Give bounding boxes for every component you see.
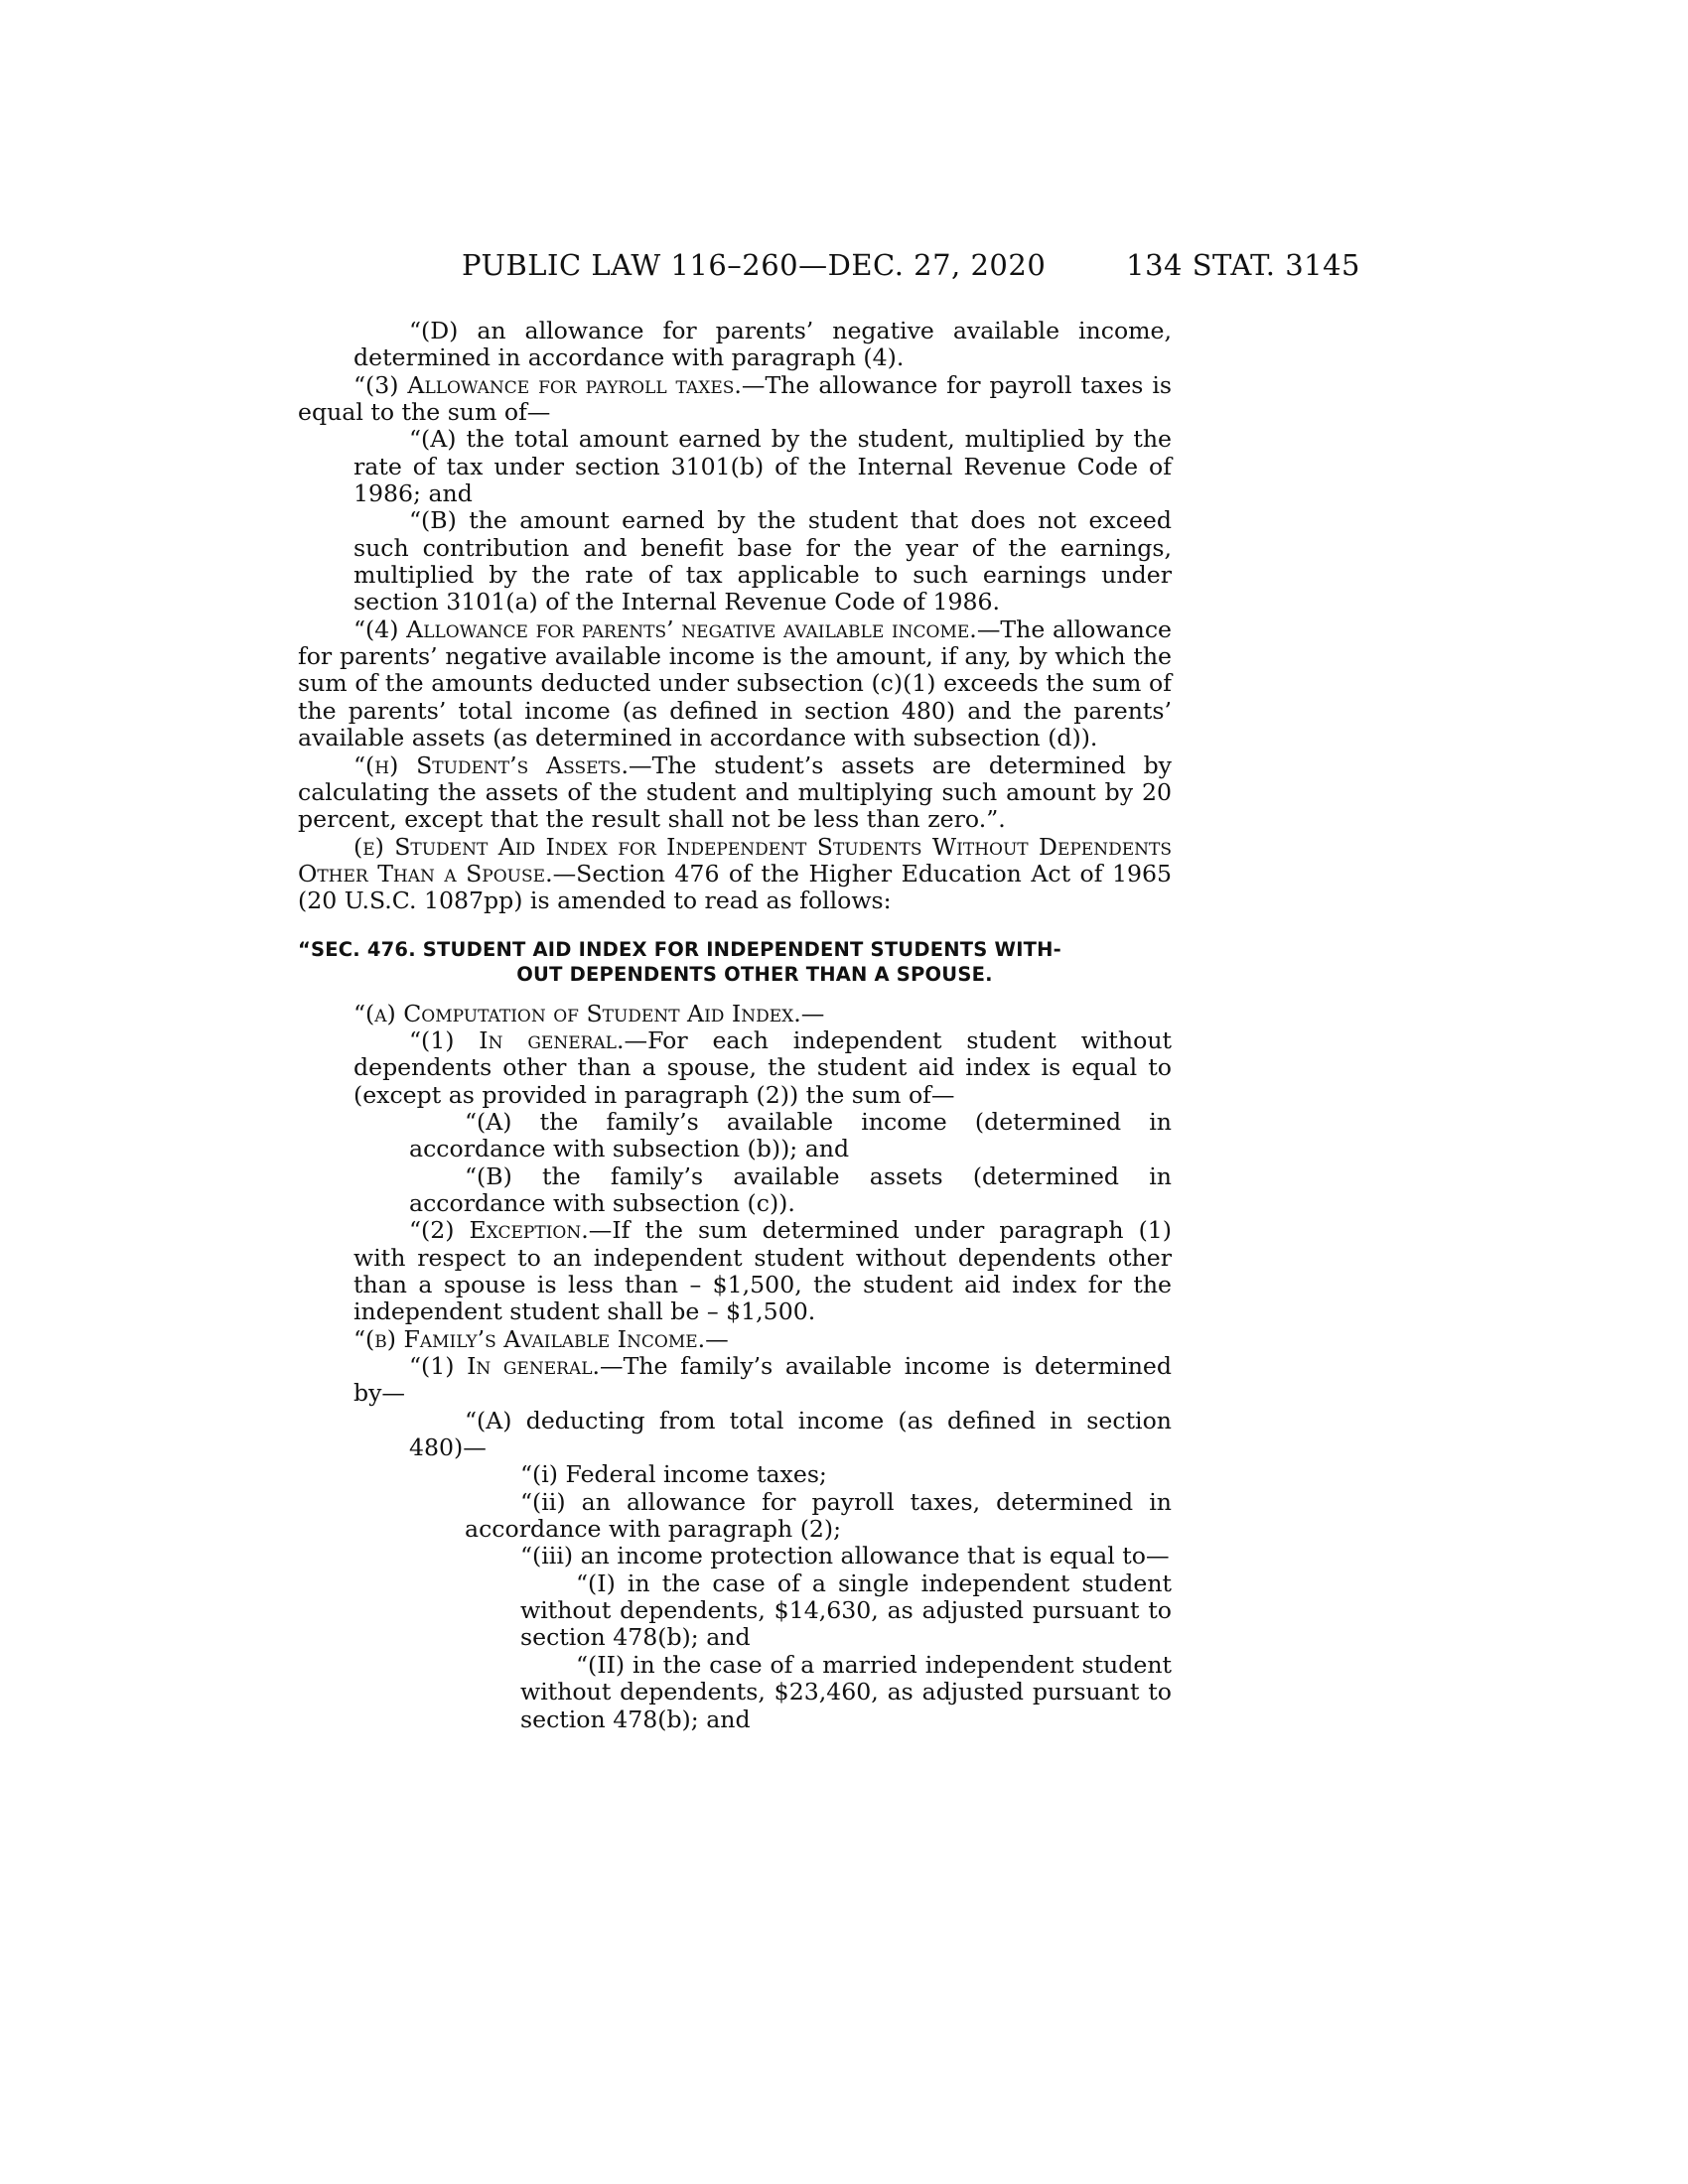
paragraph-b1Aii: “(ii) an allowance for payroll taxes, determined in accordance with paragraph (2); <box>465 1487 1172 1544</box>
paragraph-a1 <box>298 1027 1172 1109</box>
paragraph-b1 <box>298 1353 1172 1408</box>
paragraph-h-caption: “(h) Student’s Assets. <box>353 751 629 779</box>
section-heading-line1: “SEC. 476. STUDENT AID INDEX FOR INDEPENDENT STUDENTS WITH- <box>298 937 1061 961</box>
paragraph-a1-text: —For each independent student without dependents other than a spouse, the student aid index is equal to (except as provided in paragraph (2)) the sum of— <box>353 1025 1172 1109</box>
paragraph-3B: “(B) the amount earned by the student that does not exceed such contribution and benefit base for the year of the earnings, multiplied by the rate of tax applicable to such earnings under section 3101(a) of the Internal Revenue Code of 1986. <box>353 506 1172 616</box>
paragraph-h <box>298 752 1172 834</box>
paragraph-e <box>298 834 1172 915</box>
paragraph-b1A: “(A) deducting from total income (as defined in section 480)— <box>409 1406 1172 1462</box>
paragraph-b1Aiii: “(iii) an income protection allowance that is equal to— <box>520 1542 1170 1570</box>
paragraph-b1AiiiI: “(I) in the case of a single independent student without dependents, $14,630, as adjusted pursuant to section 478(b); and <box>520 1569 1172 1652</box>
paragraph-3-text: —The allowance for payroll taxes is equal to the sum of— <box>298 370 1172 427</box>
paragraph-3-caption: “(3) Allowance for payroll taxes. <box>353 370 742 399</box>
paragraph-a1B: “(B) the family’s available assets (determined in accordance with subsection (c)). <box>409 1161 1172 1217</box>
statute-text <box>298 318 1172 1733</box>
paragraph-2D: “(D) an allowance for parents’ negative available income, determined in accordance with paragraph (4). <box>353 317 1172 372</box>
paragraph-3 <box>298 372 1172 427</box>
paragraph-4-text: —The allowance for parents’ negative available income is the amount, if any, by which the sum of the amounts deducted under subsection (c)(1) exceeds the sum of the parents’ total income (as defined in section 480) and the parents’ available assets (as determined in accordance with subsection (d)). <box>298 614 1172 752</box>
paragraph-a1-caption: “(1) In general. <box>409 1025 625 1054</box>
subsection-b-caption: “(b) Family’s Available Income.— <box>353 1324 729 1353</box>
paragraph-a2-caption: “(2) Exception. <box>409 1216 589 1245</box>
paragraph-h-text: —The student’s assets are determined by calculating the assets of the student and multiplying such amount by 20 percent, except that the result shall not be less than zero.”. <box>298 751 1173 834</box>
paragraph-b1-text: —The family’s available income is determined by— <box>353 1352 1172 1408</box>
subsection-a-caption: “(a) Computation of Student Aid Index.— <box>353 999 825 1027</box>
page-header <box>298 248 1360 288</box>
paragraph-e-caption: (e) Student Aid Index for Independent Students Without Dependents Other Than a Spouse. <box>298 832 1172 887</box>
page-number: 134 STAT. 3145 <box>1126 248 1360 282</box>
paragraph-e-text: —Section 476 of the Higher Education Act of 1965 (20 U.S.C. 1087pp) is amended to read as follows: <box>298 859 1172 915</box>
paragraph-3A: “(A) the total amount earned by the student, multiplied by the rate of tax under section 3101(b) of the Internal Revenue Code of 1986; and <box>353 425 1172 508</box>
running-head: PUBLIC LAW 116–260—DEC. 27, 2020 <box>462 248 1047 282</box>
paragraph-a2 <box>298 1217 1172 1325</box>
section-heading <box>298 937 1172 987</box>
paragraph-a2-text: —If the sum determined under paragraph (1) with respect to an independent student without dependents other than a spouse is less than – $1,500, the student aid index for the independent student shall be – $1,500. <box>353 1216 1172 1326</box>
paragraph-b1AiiiII: “(II) in the case of a married independent student without dependents, $23,460, as adjusted pursuant to section 478(b); and <box>520 1650 1172 1733</box>
paragraph-a1A: “(A) the family’s available income (determined in accordance with subsection (b)); and <box>409 1107 1172 1163</box>
paragraph-b1Ai: “(i) Federal income taxes; <box>520 1460 827 1489</box>
paragraph-b1-caption: “(1) In general. <box>409 1352 600 1381</box>
paragraph-4-caption: “(4) Allowance for parents’ negative available income. <box>353 614 977 643</box>
section-heading-line2: OUT DEPENDENTS OTHER THAN A SPOUSE. <box>516 962 993 986</box>
paragraph-4 <box>298 616 1172 752</box>
